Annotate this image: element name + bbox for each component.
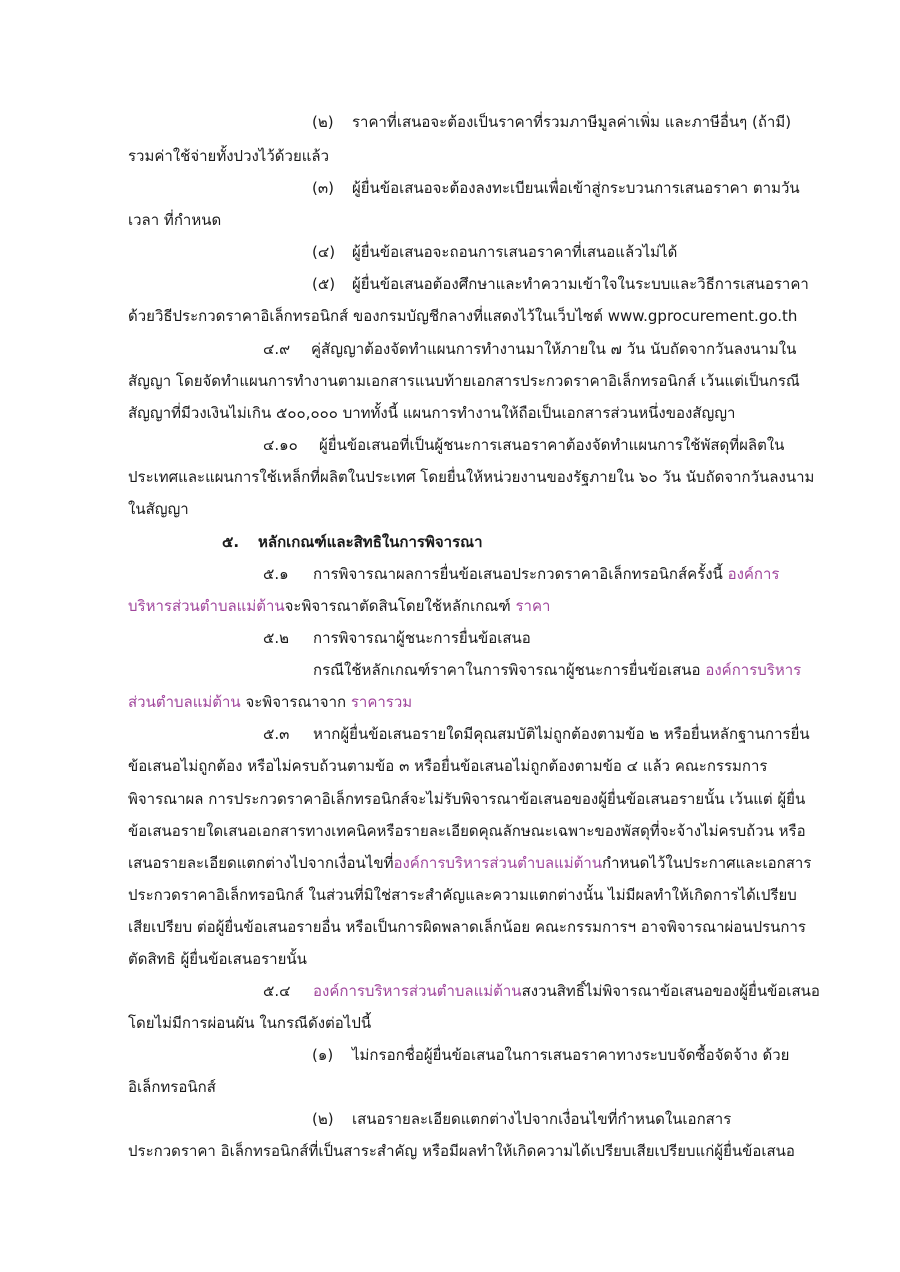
clause-number: (๓) — [312, 179, 334, 197]
section-5-2-line-2 — [313, 660, 801, 680]
section-text: จะพิจารณาตัดสินโดยใช้หลักเกณฑ์ — [284, 597, 516, 615]
heading-title: หลักเกณฑ์และสิทธิในการพิจารณา — [258, 533, 483, 551]
subclause-2-line-1 — [312, 1109, 731, 1129]
section-text: กำหนดไว้ในประกาศและเอกสาร — [602, 854, 812, 872]
section-4-9-line-2: สัญญา โดยจัดทำแผนการทำงานตามเอกสารแนบท้ายเอกสารประกวดราคาอิเล็กทรอนิกส์ เว้นแต่เป็นกรณี — [128, 372, 800, 390]
subclause-1-line-2: อิเล็กทรอนิกส์ — [128, 1078, 216, 1096]
section-5-2-line-3 — [128, 692, 412, 712]
organization-name-highlight: องค์การบริหารส่วนตำบลแม่ต้าน — [393, 854, 603, 872]
section-5-4-line-2: โดยไม่มีการผ่อนผัน ในกรณีดังต่อไปนี้ — [128, 1014, 372, 1032]
section-text: ผู้ยื่นข้อเสนอที่เป็นผู้ชนะการเสนอราคาต้องจัดทำแผนการใช้พัสดุที่ผลิตใน — [319, 436, 785, 454]
clause-number: (๒) — [312, 113, 334, 131]
section-5-1-line-2 — [128, 596, 550, 616]
section-text: กรณีใช้หลักเกณฑ์ราคาในการพิจารณาผู้ชนะการยื่นข้อเสนอ — [313, 661, 706, 679]
section-4-10-line-2: ประเทศและแผนการใช้เหล็กที่ผลิตในประเทศ โดยยื่นให้หน่วยงานของรัฐภายใน ๖๐ วัน นับถัดจากวันลงนาม — [128, 468, 815, 486]
subclause-1-line-1 — [312, 1045, 789, 1065]
organization-name-highlight: องค์การบริหาร — [705, 661, 802, 679]
section-4-9-line-3: สัญญาที่มีวงเงินไม่เกิน ๕๐๐,๐๐๐ บาททั้งนี้ แผนการทำงานให้ถือเป็นเอกสารส่วนหนึ่งของสัญญา — [128, 404, 736, 422]
clause-text: ผู้ยื่นข้อเสนอจะถอนการเสนอราคาที่เสนอแล้วไม่ได้ — [352, 243, 678, 261]
section-5-2-line-1 — [263, 628, 531, 648]
section-5-3-line-7: เสียเปรียบ ต่อผู้ยื่นข้อเสนอรายอื่น หรือเป็นการผิดพลาดเล็กน้อย คณะกรรมการฯ อาจพิจารณาผ่อนปรนการ — [128, 918, 806, 936]
clause-2-line-2: รวมค่าใช้จ่ายทั้งปวงไว้ด้วยแล้ว — [128, 147, 330, 165]
clause-5-line-1 — [312, 274, 809, 294]
section-5-3-line-4: ข้อเสนอรายใดเสนอเอกสารทางเทคนิคหรือรายละเอียดคุณลักษณะเฉพาะของพัสดุที่จะจ้างไม่ครบถ้วน หรือ — [128, 822, 806, 840]
clause-number: (๕) — [312, 275, 336, 293]
section-4-10-line-3: ในสัญญา — [128, 500, 189, 518]
section-text: การพิจารณาผู้ชนะการยื่นข้อเสนอ — [313, 629, 531, 647]
clause-number: (๒) — [312, 1110, 334, 1128]
clause-number: (๔) — [312, 243, 336, 261]
clause-text: ไม่กรอกชื่อผู้ยื่นข้อเสนอในการเสนอราคาทางระบบจัดซื้อจัดจ้าง ด้วย — [352, 1046, 790, 1064]
section-5-1-line-1 — [263, 564, 780, 584]
clause-3-line-2: เวลา ที่กำหนด — [128, 211, 222, 229]
clause-5-line-2: ด้วยวิธีประกวดราคาอิเล็กทรอนิกส์ ของกรมบัญชีกลางที่แสดงไว้ในเว็บไซต์ www.gprocurement.go.th — [128, 307, 798, 325]
section-4-10-line-1 — [263, 435, 784, 455]
section-5-3-line-5 — [128, 853, 811, 873]
section-5-3-line-8: ตัดสิทธิ ผู้ยื่นข้อเสนอรายนั้น — [128, 950, 307, 968]
section-number: ๔.๑๐ — [263, 436, 298, 454]
clause-text: เสนอรายละเอียดแตกต่างไปจากเงื่อนไขที่กำหนดในเอกสาร — [352, 1110, 732, 1128]
section-5-3-line-2: ข้อเสนอไม่ถูกต้อง หรือไม่ครบถ้วนตามข้อ ๓ หรือยื่นข้อเสนอไม่ถูกต้องตามข้อ ๔ แล้ว คณะกรรมการ — [128, 757, 768, 775]
organization-name-highlight: องค์การ — [727, 565, 780, 583]
section-text: เสนอรายละเอียดแตกต่างไปจากเงื่อนไขที่ — [128, 854, 394, 872]
clause-4-line-1 — [312, 242, 677, 262]
criteria-highlight: ราคารวม — [350, 693, 413, 711]
clause-number: (๑) — [312, 1046, 334, 1064]
clause-2-line-1 — [312, 112, 791, 132]
section-number: ๔.๙ — [263, 340, 291, 358]
section-number: ๕.๔ — [263, 982, 291, 1000]
clause-text: ราคาที่เสนอจะต้องเป็นราคาที่รวมภาษีมูลค่าเพิ่ม และภาษีอื่นๆ (ถ้ามี) — [352, 113, 792, 131]
section-5-4-line-1 — [263, 981, 820, 1001]
section-number: ๕.๑ — [263, 565, 289, 583]
organization-name-highlight: บริหารส่วนตำบลแม่ต้าน — [128, 597, 285, 615]
section-text: การพิจารณาผลการยื่นข้อเสนอประกวดราคาอิเล็กทรอนิกส์ครั้งนี้ — [313, 565, 728, 583]
heading-number: ๕. — [222, 533, 240, 551]
subclause-2-line-2: ประกวดราคา อิเล็กทรอนิกส์ที่เป็นสาระสำคัญ หรือมีผลทำให้เกิดความได้เปรียบเสียเปรียบแก่ผู้ยื่นข้อเสนอ — [128, 1142, 795, 1160]
organization-name-highlight: องค์การบริหารส่วนตำบลแม่ต้าน — [313, 982, 522, 1000]
section-5-3-line-6: ประกวดราคาอิเล็กทรอนิกส์ ในส่วนที่มิใช่สาระสำคัญและความแตกต่างนั้น ไม่มีผลทำให้เกิดการได้เปรียบ — [128, 886, 797, 904]
organization-name-highlight: ส่วนตำบลแม่ต้าน — [128, 693, 241, 711]
section-5-3-line-1 — [263, 724, 810, 744]
clause-text: ผู้ยื่นข้อเสนอจะต้องลงทะเบียนเพื่อเข้าสู่กระบวนการเสนอราคา ตามวัน — [352, 179, 800, 197]
section-text: จะพิจารณาจาก — [240, 693, 351, 711]
section-text: หากผู้ยื่นข้อเสนอรายใดมีคุณสมบัติไม่ถูกต้องตามข้อ ๒ หรือยื่นหลักฐานการยื่น — [313, 725, 810, 743]
section-4-9-line-1 — [263, 339, 796, 359]
section-number: ๕.๒ — [263, 629, 290, 647]
section-text: คู่สัญญาต้องจัดทำแผนการทำงานมาให้ภายใน ๗ วัน นับถัดจากวันลงนามใน — [311, 340, 797, 358]
section-text: สงวนสิทธิ์ไม่พิจารณาข้อเสนอของผู้ยื่นข้อเสนอ — [521, 982, 820, 1000]
section-5-heading — [222, 532, 483, 552]
criteria-highlight: ราคา — [515, 597, 551, 615]
section-number: ๕.๓ — [263, 725, 290, 743]
section-5-3-line-3: พิจารณาผล การประกวดราคาอิเล็กทรอนิกส์จะไม่รับพิจารณาข้อเสนอของผู้ยื่นข้อเสนอรายนั้น เว้นแต่ ผู้ยื่น — [128, 790, 806, 808]
clause-text: ผู้ยื่นข้อเสนอต้องศึกษาและทำความเข้าใจในระบบและวิธีการเสนอราคา — [352, 275, 809, 293]
clause-3-line-1 — [312, 178, 800, 198]
